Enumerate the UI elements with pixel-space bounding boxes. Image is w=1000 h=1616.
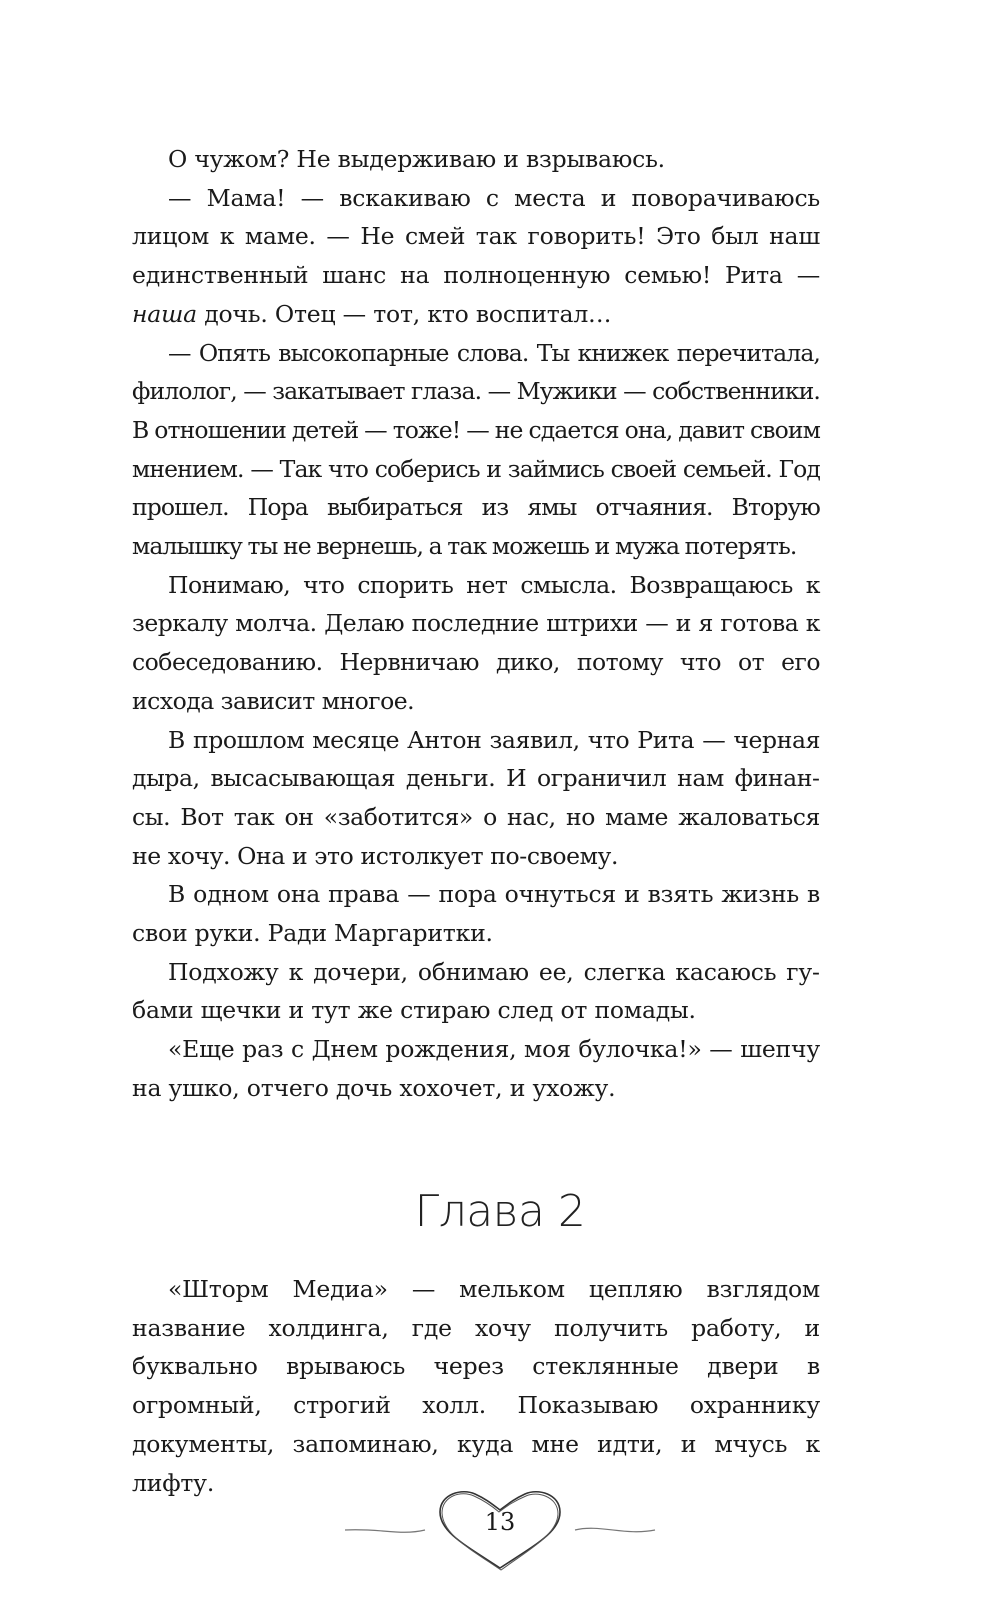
- page-number-ornament: [340, 1480, 660, 1580]
- paragraph-2-tail: дочь. Отец — тот, кто воспитал…: [196, 299, 612, 328]
- paragraph-5: В прошлом месяце Антон заявил, что Рита — черная дыра, высасывающая деньги. И ограничил нам финансы. Вот так он «заботится» о нас, но маме жаловаться не хочу. Она и это истолкует по-своему.: [132, 725, 820, 870]
- chapter-text-block: [132, 1270, 820, 1502]
- paragraph-1: О чужом? Не выдерживаю и взрываюсь.: [168, 145, 665, 173]
- paragraph-7: Подхожу к дочери, обнимаю ее, слегка касаюсь губами щечки и тут же стираю след от помады.: [132, 957, 820, 1025]
- paragraph-4: Понимаю, что спорить нет смысла. Возвращаюсь к зеркалу молча. Делаю последние штрихи — и я готова к собеседованию. Нервничаю дико, потому что от его исхода зависит многое.: [132, 570, 820, 715]
- chapter-paragraph: «Шторм Медиа» — мельком цепляю взглядом название холдинга, где хочу получить работу, и буквально врываюсь через стеклянные двери в огромный, строгий холл. Показываю охраннику документы, запоминаю, куда мне идти, и мчусь к лифту.: [132, 1275, 820, 1497]
- paragraph-8: «Еще раз с Днем рождения, моя булочка!» — шепчу на ушко, отчего дочь хохочет, и ухожу.: [132, 1035, 820, 1102]
- paragraph-2-italic: наша: [132, 299, 197, 328]
- paragraph-3: — Опять высокопарные слова. Ты книжек перечитала, филолог, — закатывает глаза. — Мужики — собственники. В отношении детей — тоже! — не сдается она, давит своим мнением. — Так что соберись и займись своей семьей. Год прошел. Пора выбираться из ямы отчаяния. Вторую малышку ты не вернешь, а так можешь и мужа потерять.: [132, 338, 820, 561]
- chapter-title: Глава 2: [414, 1186, 586, 1237]
- main-text-block: [132, 140, 820, 1108]
- page-number: 13: [484, 1508, 516, 1536]
- paragraph-2: [132, 179, 820, 334]
- paragraph-2-text: — Мама! — вскакиваю с места и поворачиваюсь лицом к маме. — Не смей так говорить! Это был наш единственный шанс на полноценную семью! Рита —: [132, 183, 820, 290]
- paragraph-6: В одном она права — пора очнуться и взять жизнь в свои руки. Ради Маргаритки.: [132, 880, 820, 948]
